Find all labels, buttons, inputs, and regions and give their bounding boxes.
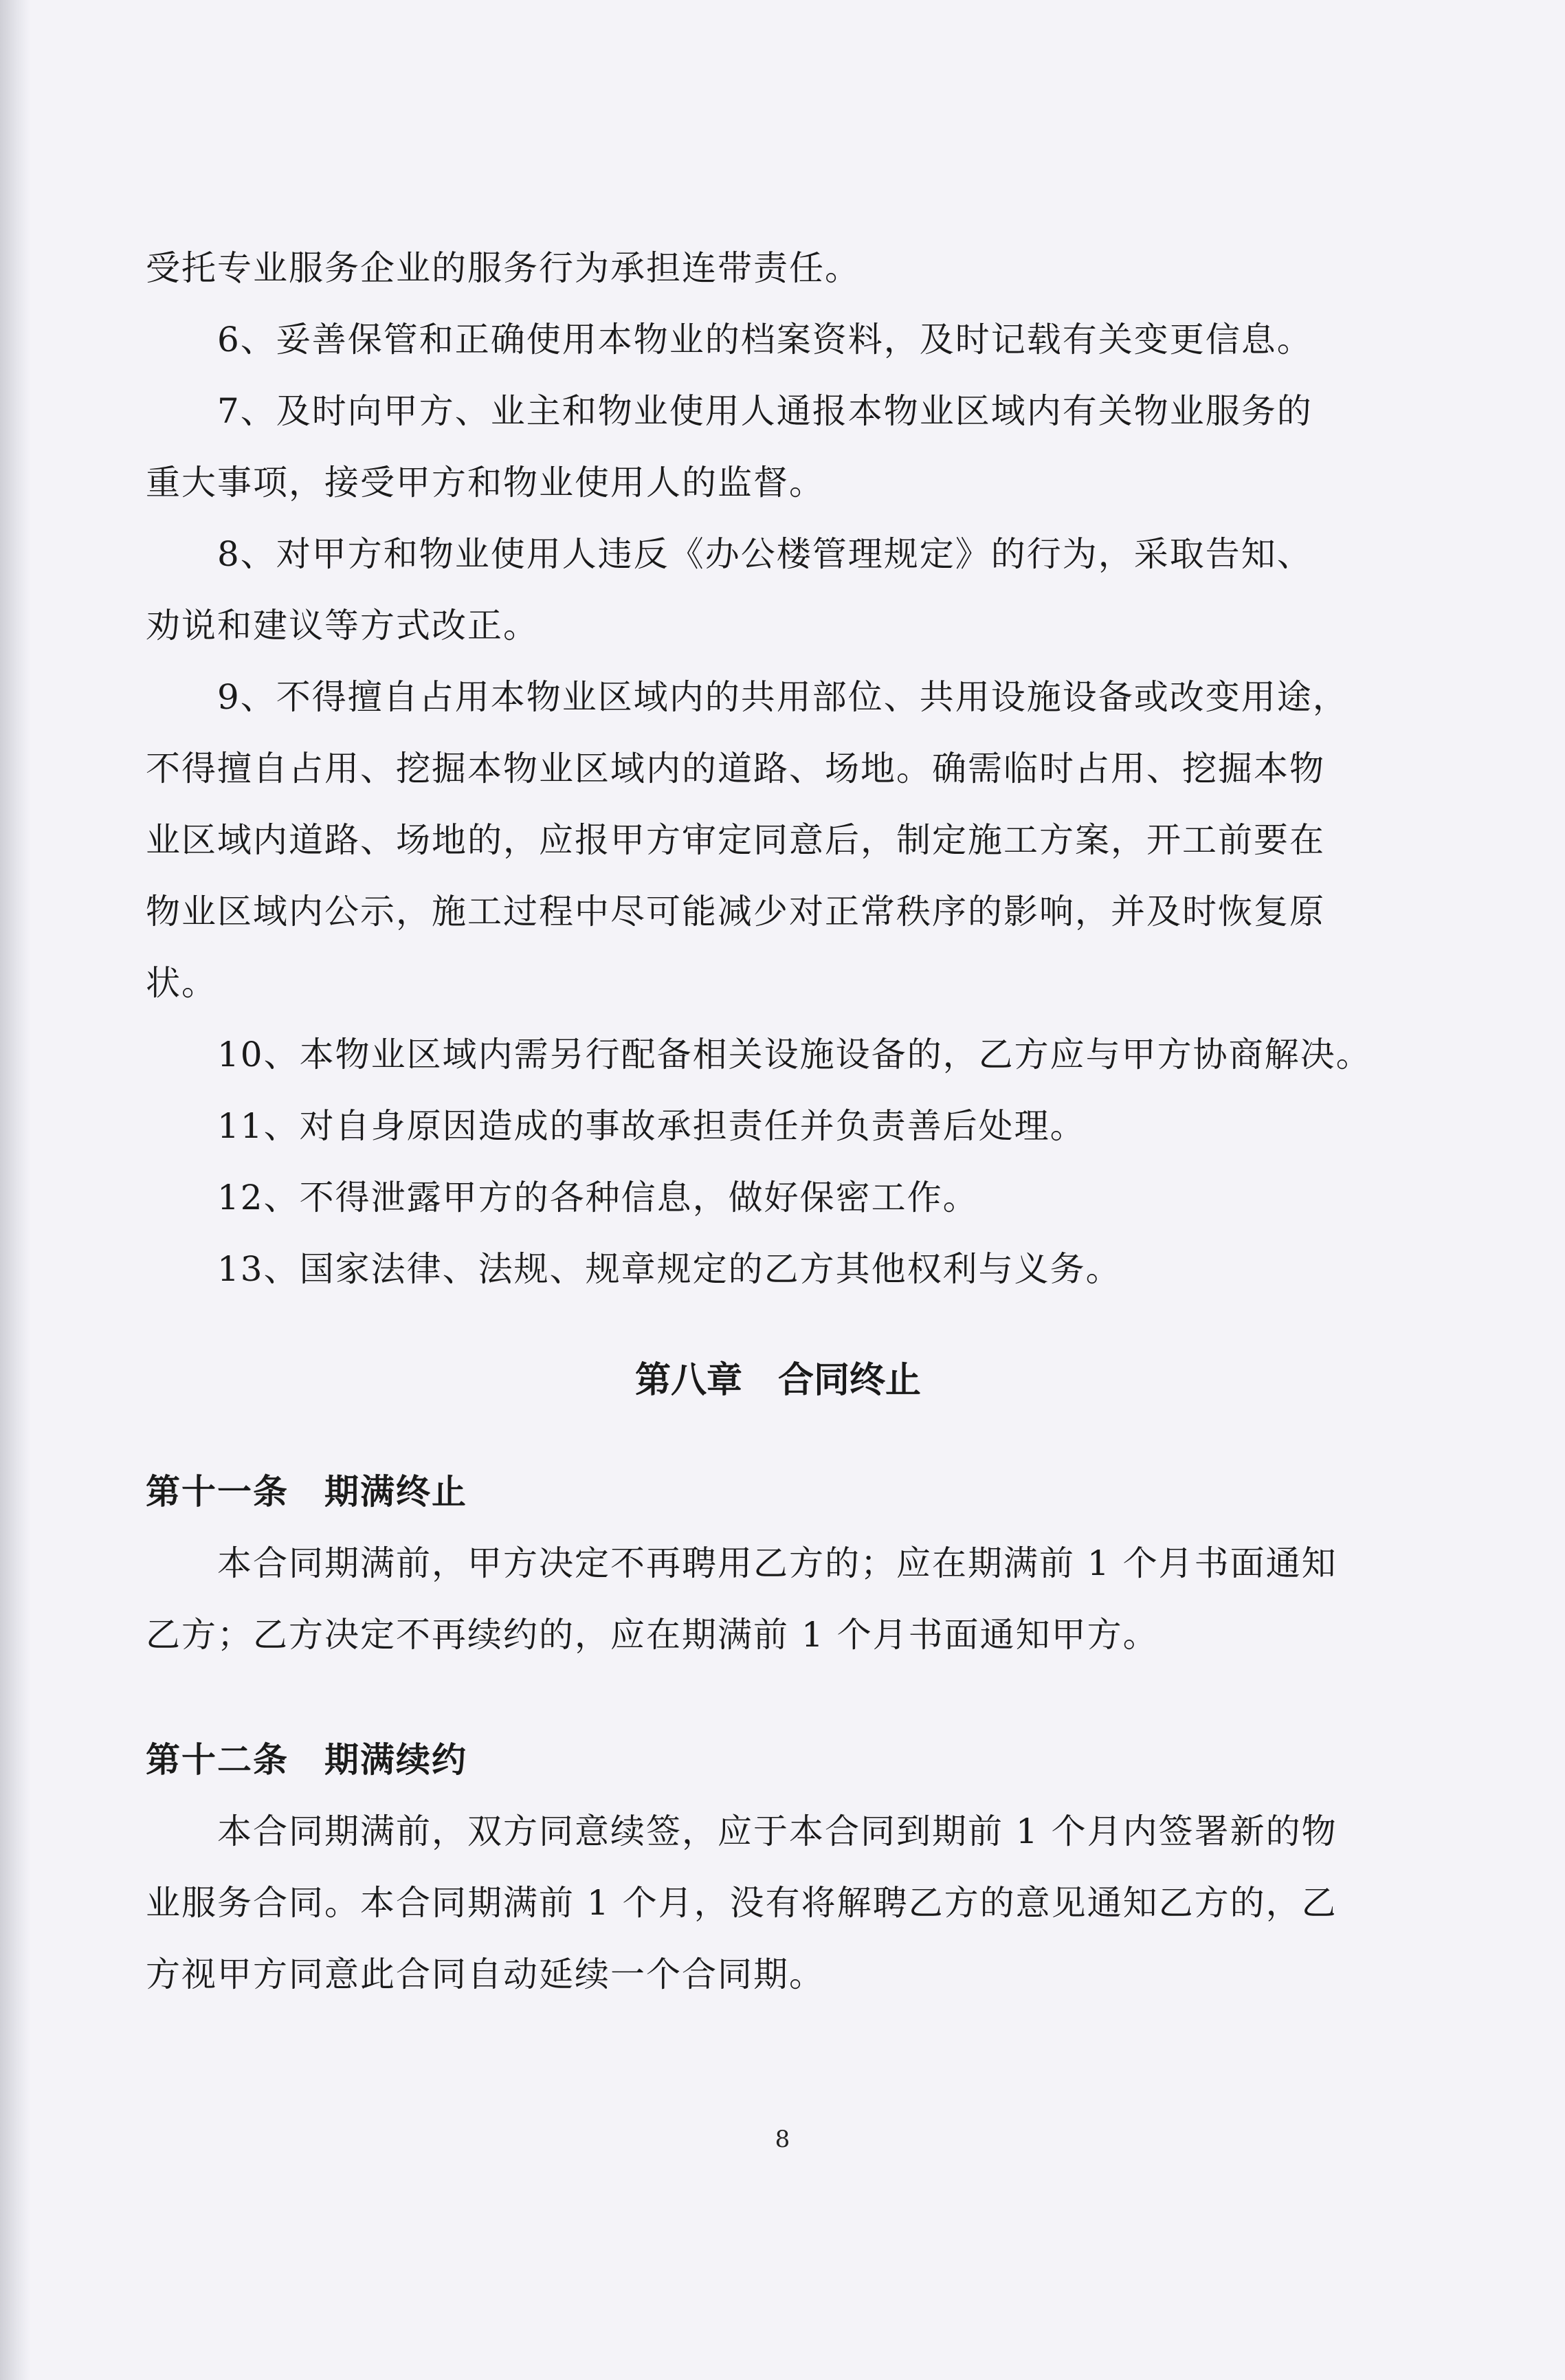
chapter-title: 第八章 合同终止 [634,1360,921,1401]
page-number: 8 [775,2126,790,2153]
paragraph-line: 劝说和建议等方式改正。 [146,606,539,646]
paragraph-line: 12、不得泄露甲方的各种信息，做好保密工作。 [217,1178,979,1217]
paragraph-line: 13、国家法律、法规、规章规定的乙方其他权利与义务。 [217,1249,1122,1289]
paragraph-line: 状。 [146,963,217,1003]
paragraph [146,304,1410,375]
article-12-line-2: 业服务合同。本合同期满前 1 个月，没有将解聘乙方的意见通知乙方的，乙 [146,1883,1338,1923]
paragraph [146,661,1410,1019]
paragraph-line: 不得擅自占用、挖掘本物业区域内的道路、场地。确需临时占用、挖掘本物 [146,749,1325,789]
paragraph-line: 10、本物业区域内需另行配备相关设施设备的，乙方应与甲方协商解决。 [217,1035,1372,1075]
article-12-line-1: 本合同期满前，双方同意续签，应于本合同到期前 1 个月内签署新的物 [217,1811,1338,1851]
paragraph [146,518,1410,661]
paragraph-line: 8、对甲方和物业使用人违反《办公楼管理规定》的行为，采取告知、 [217,534,1313,574]
paragraph-line: 重大事项，接受甲方和物业使用人的监督。 [146,463,825,503]
scan-left-edge [0,0,30,2380]
paragraph-line: 6、妥善保管和正确使用本物业的档案资料，及时记载有关变更信息。 [217,320,1313,360]
paragraph [146,1019,1410,1090]
article-12-line-3: 方视甲方同意此合同自动延续一个合同期。 [146,1954,825,1994]
paragraph-line: 受托专业服务企业的服务行为承担连带责任。 [146,248,861,288]
paragraph [146,1162,1410,1233]
article-11-title: 第十一条 期满终止 [146,1472,467,1512]
paragraph-line: 物业区域内公示，施工过程中尽可能减少对正常秩序的影响，并及时恢复原 [146,892,1325,932]
paragraph [146,1090,1410,1162]
paragraph [146,1233,1410,1305]
paragraph-line: 9、不得擅自占用本物业区域内的共用部位、共用设施设备或改变用途， [217,677,1348,717]
paragraph [146,232,1410,304]
paragraph-line: 11、对自身原因造成的事故承担责任并负责善后处理。 [217,1106,1086,1146]
document-page [146,232,1410,2010]
article-11-line-2: 乙方；乙方决定不再续约的，应在期满前 1 个月书面通知甲方。 [146,1615,1159,1655]
paragraph-line: 7、及时向甲方、业主和物业使用人通报本物业区域内有关物业服务的 [217,391,1313,431]
paragraph-line: 业区域内道路、场地的，应报甲方审定同意后，制定施工方案，开工前要在 [146,820,1325,860]
article-11-line-1: 本合同期满前，甲方决定不再聘用乙方的；应在期满前 1 个月书面通知 [217,1543,1338,1583]
article-12-title: 第十二条 期满续约 [146,1740,467,1780]
paragraph [146,375,1410,518]
section-obligations [146,232,1410,1305]
